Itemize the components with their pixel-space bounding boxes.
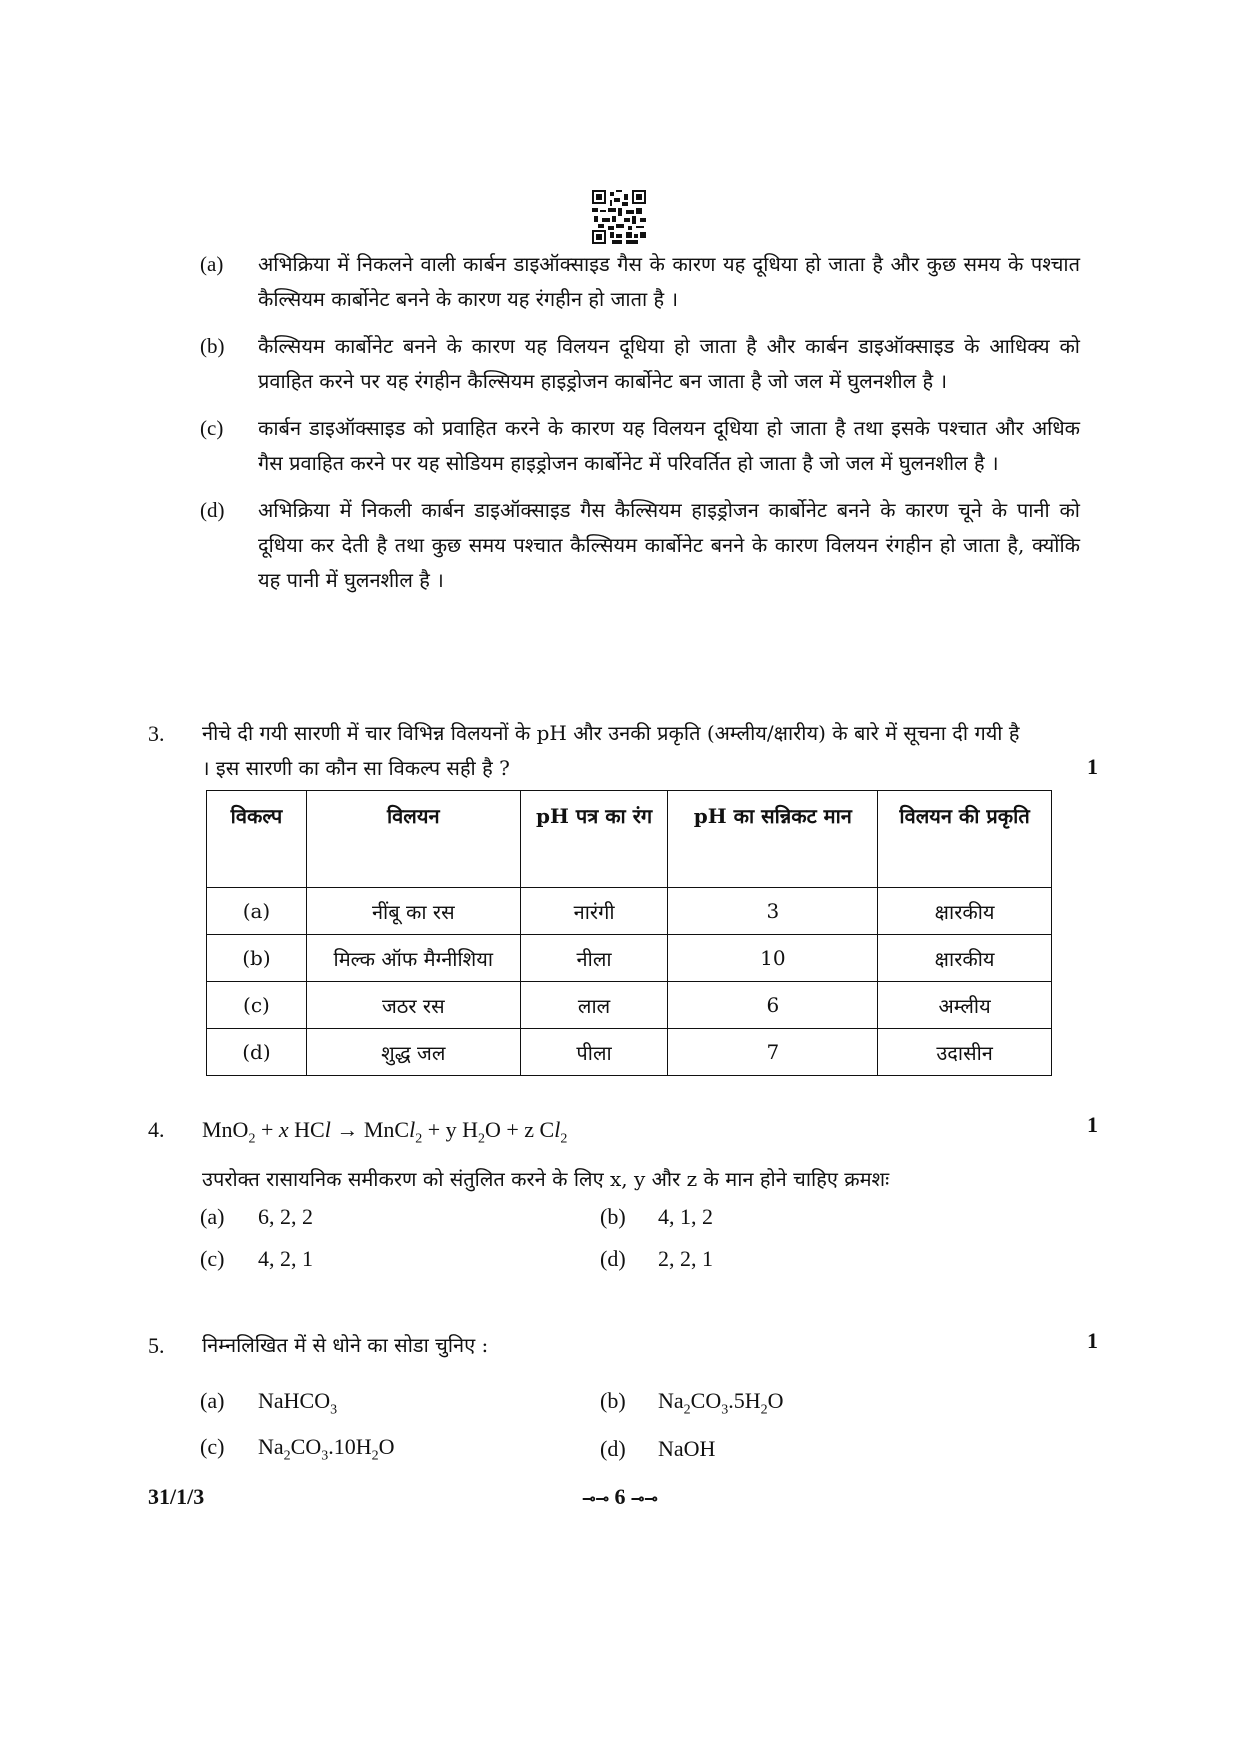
table-row bbox=[207, 888, 1052, 935]
question-text: नीचे दी गयी सारणी में चार विभिन्न विलयनों के pH और उनकी प्रकृति (अम्लीय/क्षारीय) के बारे में सूचना दी गयी है । इस सारणी का कौन सा विकल्प सही है ? bbox=[202, 721, 1020, 780]
q5-option-b[interactable]: (b) $Na_2CO_3.5H_2O$ bbox=[600, 1387, 784, 1418]
q5-options bbox=[200, 1380, 1060, 1472]
table-cell: मिल्क ऑफ मैग्नीशिया bbox=[306, 935, 520, 982]
column-header: pH का सन्निकट मान bbox=[668, 791, 878, 888]
table-cell: नारंगी bbox=[520, 888, 668, 935]
table-cell: क्षारकीय bbox=[878, 888, 1052, 935]
option-text: अभिक्रिया में निकली कार्बन डाइऑक्साइड गैस कैल्सियम हाइड्रोजन कार्बोनेट बनने के कारण चूने के पानी को दूधिया कर देती है तथा कुछ समय पश्चात कैल्सियम कार्बोनेट बनने के कारण विलयन रंगहीन हो जाता है, क्योंकि यह पानी में घुलनशील है । bbox=[258, 498, 1080, 592]
page-number-value: 6 bbox=[614, 1484, 626, 1509]
question-4 bbox=[148, 1112, 1098, 1197]
question-number: 5. bbox=[148, 1333, 165, 1358]
paper-code: 31/1/3 bbox=[148, 1484, 205, 1509]
q2-options bbox=[200, 247, 1080, 598]
table-cell: नीला bbox=[520, 935, 668, 982]
question-5 bbox=[148, 1328, 1098, 1363]
option-text: कार्बन डाइऑक्साइड को प्रवाहित करने के कारण यह विलयन दूधिया हो जाता है तथा इसके पश्चात और अधिक गैस प्रवाहित करने पर यह सोडियम हाइड्रोजन कार्बोनेट में परिवर्तित हो जाता है जो जल में घुलनशील है । bbox=[258, 416, 1080, 475]
table-row bbox=[207, 1029, 1052, 1076]
option-label: (d) bbox=[200, 498, 225, 522]
table-header-row bbox=[207, 791, 1052, 888]
column-header: विलयन bbox=[306, 791, 520, 888]
q5-option-a[interactable]: (a) NaHCO$_3$ bbox=[200, 1387, 338, 1418]
table-row bbox=[207, 982, 1052, 1029]
table-cell: जठर रस bbox=[306, 982, 520, 1029]
table-cell: लाल bbox=[520, 982, 668, 1029]
question-text: निम्नलिखित में से धोने का सोडा चुनिए : bbox=[202, 1333, 489, 1357]
ph-table bbox=[206, 790, 1052, 1076]
qr-code-icon bbox=[592, 190, 646, 244]
q2-option-d[interactable] bbox=[200, 493, 1080, 598]
table-cell: 3 bbox=[668, 888, 878, 935]
option-text: कैल्सियम कार्बोनेट बनने के कारण यह विलयन दूधिया हो जाता है और कार्बन डाइऑक्साइड के आधिक्य को प्रवाहित करने पर यह रंगहीन कैल्सियम हाइड्रोजन कार्बोनेट बन जाता है जो जल में घुलनशील है । bbox=[258, 334, 1080, 393]
q2-option-b[interactable] bbox=[200, 329, 1080, 399]
ornament-icon: ⊸⊸ bbox=[631, 1491, 658, 1508]
chemical-equation: MnO$_2$ + x HCl → MnCl$_2$ + y $H_2O + z$ $Cl_2$ bbox=[202, 1117, 568, 1147]
table-cell: (c) bbox=[207, 982, 307, 1029]
table-cell: 6 bbox=[668, 982, 878, 1029]
table-cell: शुद्ध जल bbox=[306, 1029, 520, 1076]
q4-option-a[interactable]: (a) 6, 2, 2 bbox=[200, 1204, 313, 1229]
marks: 1 bbox=[1087, 754, 1098, 779]
column-header: विलयन की प्रकृति bbox=[878, 791, 1052, 888]
table-cell: पीला bbox=[520, 1029, 668, 1076]
q4-options bbox=[200, 1196, 1060, 1280]
question-number: 3. bbox=[148, 721, 165, 746]
table-row bbox=[207, 935, 1052, 982]
q4-option-b[interactable]: (b) 4, 1, 2 bbox=[600, 1204, 713, 1229]
option-label: (b) bbox=[200, 334, 225, 358]
q5-option-c[interactable]: (c) $Na_2CO_3.10H_2O$ bbox=[200, 1433, 395, 1464]
option-label: (a) bbox=[200, 252, 224, 276]
q4-option-d[interactable]: (d) 2, 2, 1 bbox=[600, 1246, 713, 1271]
table-cell: 10 bbox=[668, 935, 878, 982]
q4-option-c[interactable]: (c) 4, 2, 1 bbox=[200, 1246, 313, 1271]
ornament-icon: ⊸⊸ bbox=[582, 1491, 609, 1508]
table-cell: (d) bbox=[207, 1029, 307, 1076]
marks: 1 bbox=[1087, 1112, 1098, 1137]
table-cell: (b) bbox=[207, 935, 307, 982]
table-cell: क्षारकीय bbox=[878, 935, 1052, 982]
table-cell: उदासीन bbox=[878, 1029, 1052, 1076]
q5-option-d[interactable]: (d) NaOH bbox=[600, 1436, 716, 1461]
table-cell: नींबू का रस bbox=[306, 888, 520, 935]
question-text: उपरोक्त रासायनिक समीकरण को संतुलित करने के लिए x, y और z के मान होने चाहिए क्रमशः bbox=[202, 1167, 890, 1192]
q2-option-c[interactable] bbox=[200, 411, 1080, 481]
table-cell: 7 bbox=[668, 1029, 878, 1076]
question-number: 4. bbox=[148, 1117, 165, 1142]
option-label: (c) bbox=[200, 416, 224, 440]
column-header: विकल्प bbox=[207, 791, 307, 888]
table-cell: (a) bbox=[207, 888, 307, 935]
option-text: अभिक्रिया में निकलने वाली कार्बन डाइऑक्साइड गैस के कारण यह दूधिया हो जाता है और कुछ समय के पश्चात कैल्सियम कार्बोनेट बनने के कारण यह रंगहीन हो जाता है । bbox=[258, 252, 1080, 311]
column-header: pH पत्र का रंग bbox=[520, 791, 668, 888]
question-3 bbox=[148, 716, 1098, 786]
table-cell: अम्लीय bbox=[878, 982, 1052, 1029]
marks: 1 bbox=[1087, 1328, 1098, 1353]
page-number bbox=[560, 1484, 680, 1510]
q2-option-a[interactable] bbox=[200, 247, 1080, 317]
